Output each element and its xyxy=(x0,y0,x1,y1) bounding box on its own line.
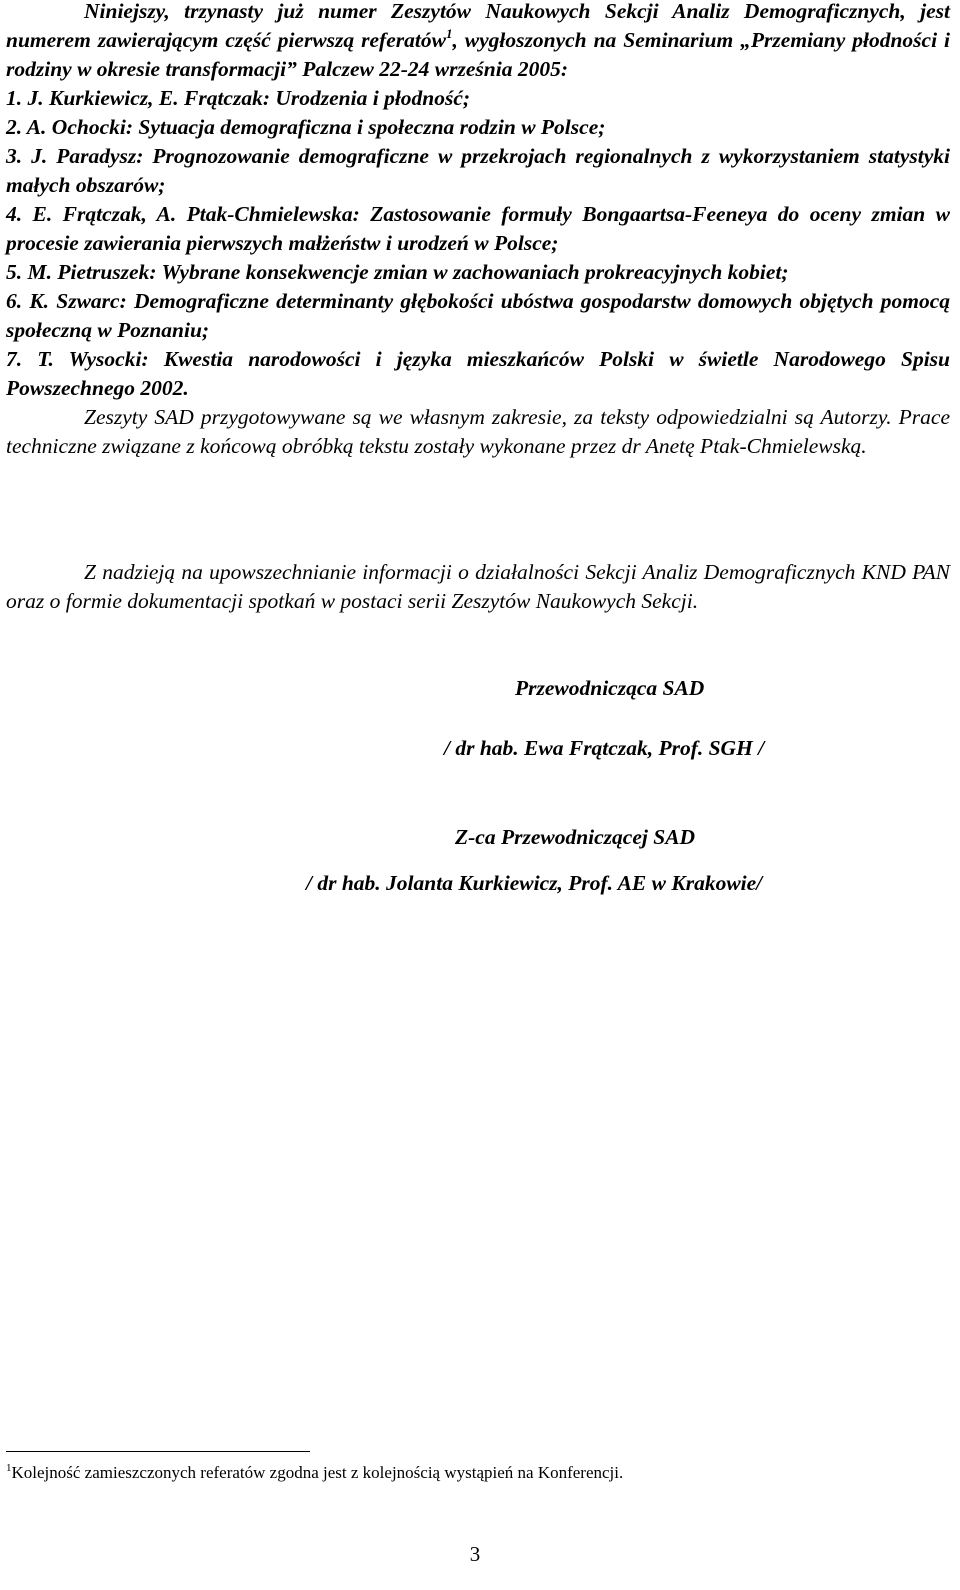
footnote-marker: 1 xyxy=(6,1462,12,1474)
paper-list-item: 5. M. Pietruszek: Wybrane konsekwencje zmian w zachowaniach prokreacyjnych kobiet; xyxy=(6,260,789,284)
intro-paragraph xyxy=(6,0,950,84)
deputy-title: Z-ca Przewodniczącej SAD xyxy=(455,825,696,849)
page-number: 3 xyxy=(469,1542,481,1566)
paper-list-item: 1. J. Kurkiewicz, E. Frątczak: Urodzenia i płodność; xyxy=(6,86,471,110)
intro-text-after: , wygłoszonych na Seminarium „Przemiany płodności i rodziny w okresie transformacji” Palczew 22-24 września 2005: xyxy=(6,28,950,81)
paper-list-item: 4. E. Frątczak, A. Ptak-Chmielewska: Zastosowanie formuły Bongaartsa-Feeneya do oceny zmian w procesie zawierania pierwszych małżeństw i urodzeń w Polsce; xyxy=(6,202,950,255)
footnote-reference: 1 xyxy=(445,26,453,41)
paper-list-item: 7. T. Wysocki: Kwestia narodowości i języka mieszkańców Polski w świetle Narodowego Spisu Powszechnego 2002. xyxy=(6,347,950,400)
deputy-name: / dr hab. Jolanta Kurkiewicz, Prof. AE w Krakowie/ xyxy=(306,871,763,895)
paper-list-item: 6. K. Szwarc: Demograficzne determinanty głębokości ubóstwa gospodarstw domowych objętych pomocą społeczną w Poznaniu; xyxy=(6,289,950,342)
paper-list-item: 2. A. Ochocki: Sytuacja demograficzna i społeczna rodzin w Polsce; xyxy=(6,115,606,139)
editorial-note: Zeszyty SAD przygotowywane są we własnym zakresie, za teksty odpowiedzialni są Autorzy. Prace techniczne związane z końcową obróbką tekstu zostały wykonane przez dr Anetę Ptak-Chmielewską. xyxy=(6,405,950,458)
footnote xyxy=(6,1462,623,1484)
closing-paragraph: Z nadzieją na upowszechnianie informacji o działalności Sekcji Analiz Demograficznych KND PAN oraz o formie dokumentacji spotkań w postaci serii Zeszytów Naukowych Sekcji. xyxy=(6,560,950,613)
chair-name: / dr hab. Ewa Frątczak, Prof. SGH / xyxy=(444,736,765,760)
footnote-text: Kolejność zamieszczonych referatów zgodna jest z kolejnością wystąpień na Konferencji. xyxy=(11,1463,624,1482)
chair-title: Przewodnicząca SAD xyxy=(515,676,705,700)
intro-text: Niniejszy, trzynasty już numer Zeszytów Naukowych Sekcji Analiz Demograficznych, jest numerem zawierającym część pierwszą referatów xyxy=(6,0,950,52)
footnote-separator xyxy=(6,1451,310,1452)
intro-block xyxy=(6,0,950,461)
paper-list-item: 3. J. Paradysz: Prognozowanie demograficzne w przekrojach regionalnych z wykorzystaniem statystyki małych obszarów; xyxy=(6,144,950,197)
